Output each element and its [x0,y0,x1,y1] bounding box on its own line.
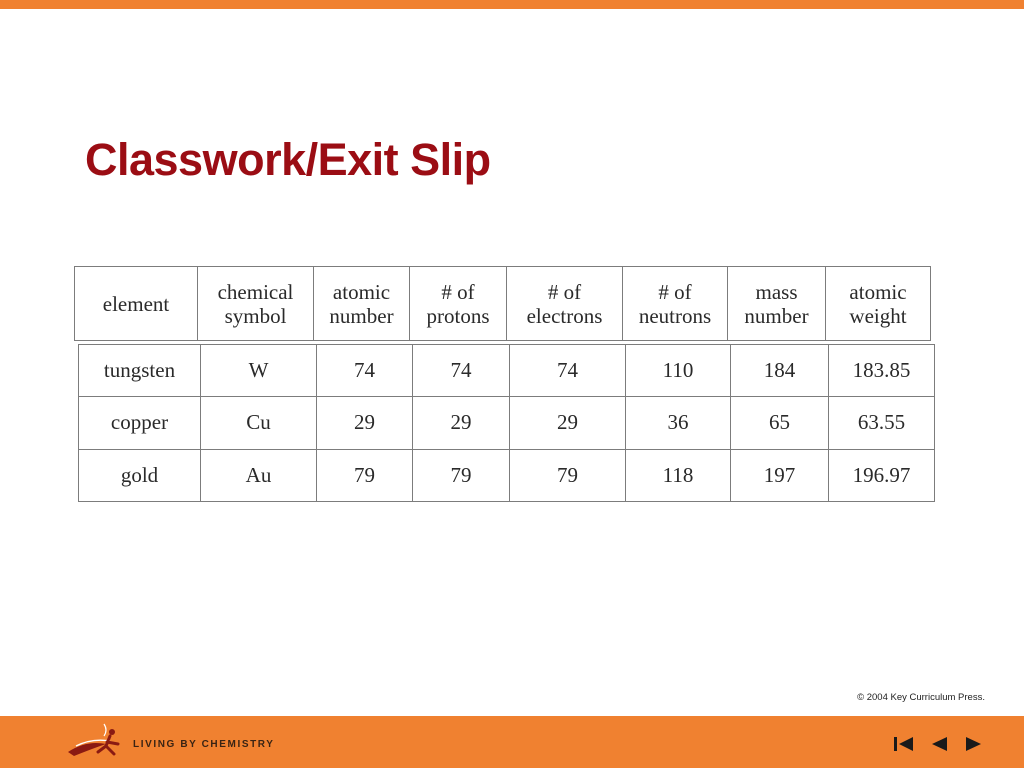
first-slide-icon[interactable] [893,735,915,753]
table-cell: 29 [413,397,510,449]
table-cell: 197 [731,449,829,501]
top-accent-bar [0,0,1024,9]
table-cell: W [201,345,317,397]
table-cell: 29 [510,397,626,449]
table-row [79,345,935,397]
table-cell: 196.97 [829,449,935,501]
table-cell: 184 [731,345,829,397]
table-row [79,449,935,501]
element-table-image [74,266,934,504]
copyright-notice: © 2004 Key Curriculum Press. [857,692,985,703]
header-line: # of [658,279,692,304]
header-line: # of [547,279,582,304]
slide-title: Classwork/Exit Slip [85,134,491,185]
table-cell: 74 [317,345,413,397]
header-line: neutrons [638,303,712,328]
table-cell: copper [79,397,201,449]
header-atomic-weight [826,267,931,341]
header-line: element [102,291,170,316]
header-line: number [744,303,809,328]
table-cell: Cu [201,397,317,449]
header-protons [410,267,507,341]
table-cell: 65 [731,397,829,449]
table-cell: 118 [626,449,731,501]
table-cell: 29 [317,397,413,449]
previous-slide-icon[interactable] [929,735,951,753]
table-cell: 36 [626,397,731,449]
table-cell: Au [201,449,317,501]
table-cell: tungsten [79,345,201,397]
header-line: symbol [224,303,287,328]
table-cell: 74 [510,345,626,397]
header-line: chemical [217,279,294,304]
table-cell: 74 [413,345,510,397]
table-cell: 79 [510,449,626,501]
header-electrons [507,267,623,341]
header-line: number [329,303,394,328]
header-line: protons [426,303,490,328]
header-element [75,267,198,341]
header-neutrons [623,267,728,341]
table-cell: gold [79,449,201,501]
next-slide-icon[interactable] [962,735,984,753]
table-cell: 63.55 [829,397,935,449]
table-header [74,266,931,341]
header-line: atomic [332,279,391,304]
header-line: weight [849,303,907,328]
table-cell: 79 [317,449,413,501]
header-row [75,267,931,341]
header-atomic-number [314,267,410,341]
header-line: # of [441,279,475,304]
header-line: atomic [849,279,907,304]
header-mass-number [728,267,826,341]
header-line: electrons [526,303,603,328]
logo-text: LIVING BY CHEMISTRY [133,739,275,750]
table-cell: 183.85 [829,345,935,397]
table-cell: 79 [413,449,510,501]
header-chemical-symbol [198,267,314,341]
table-row [79,397,935,449]
header-line: mass [755,279,798,304]
table-cell: 110 [626,345,731,397]
table-body [78,344,935,502]
